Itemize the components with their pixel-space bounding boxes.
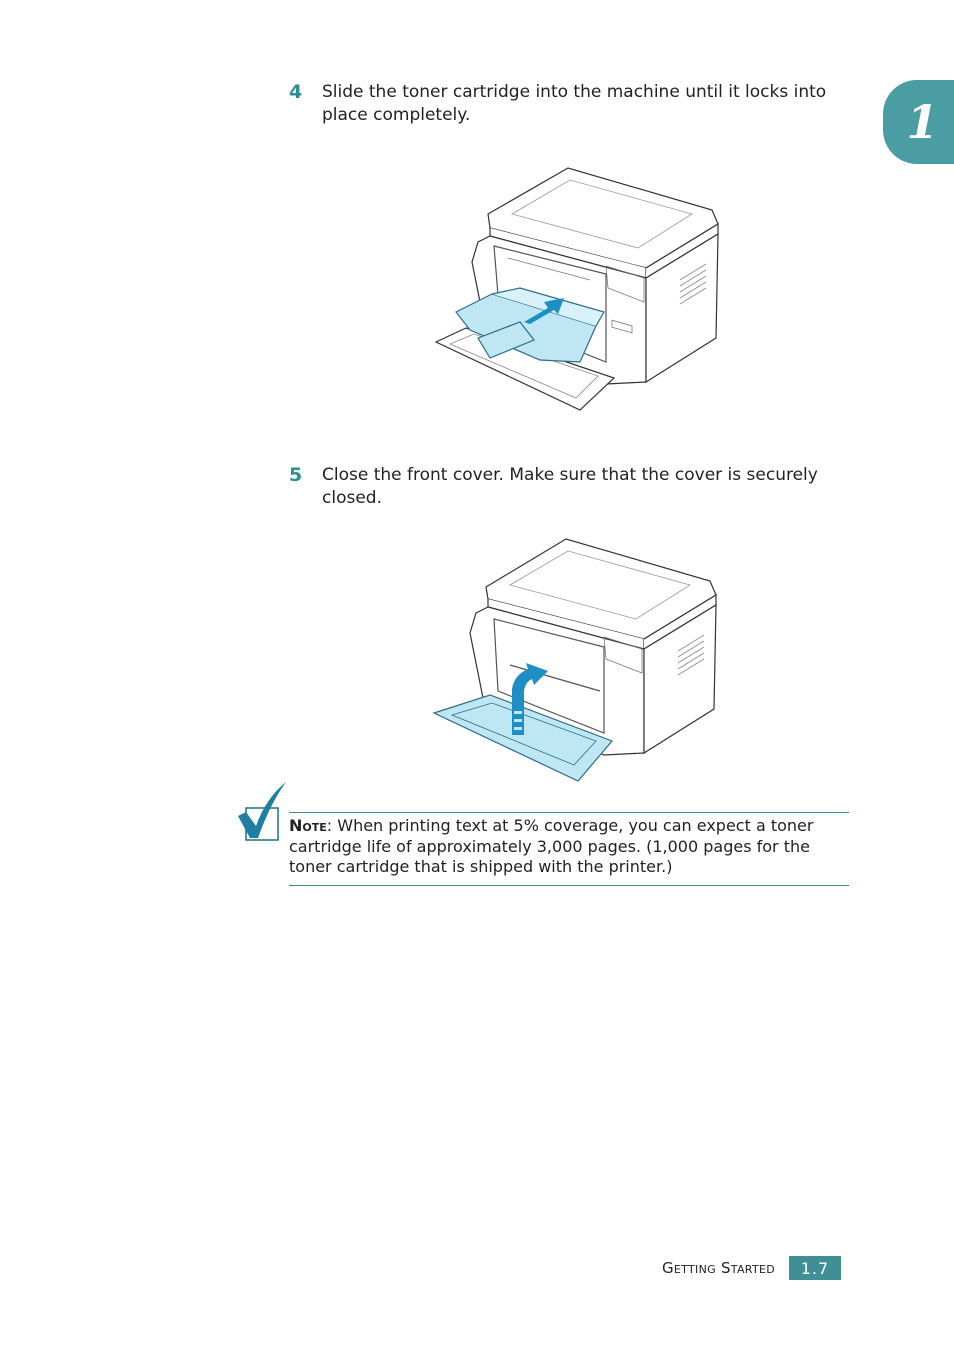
step-number: 4 bbox=[289, 81, 303, 103]
note-text: : When printing text at 5% coverage, you can expect a toner cartridge life of approximately 3,000 pages. (1,000 pages for the toner cartridge that is shipped with the printer.) bbox=[289, 816, 814, 876]
checkmark-note-icon bbox=[236, 780, 288, 842]
step-4 bbox=[289, 81, 854, 127]
footer-section-title: Getting Started bbox=[662, 1259, 775, 1277]
note-box bbox=[289, 812, 849, 886]
page-number-badge: 1.7 bbox=[789, 1256, 841, 1280]
page-footer bbox=[662, 1256, 841, 1280]
step-number: 5 bbox=[289, 464, 303, 486]
step-5 bbox=[289, 464, 854, 510]
chapter-number: 1 bbox=[906, 95, 939, 149]
note-label: Note bbox=[289, 816, 327, 835]
chapter-tab bbox=[883, 80, 954, 164]
printer-close-cover-illustration bbox=[430, 535, 726, 785]
step-text: Slide the toner cartridge into the machine until it locks into place completely. bbox=[322, 82, 827, 125]
printer-insert-cartridge-illustration bbox=[430, 162, 726, 412]
step-text: Close the front cover. Make sure that the cover is securely closed. bbox=[322, 465, 818, 508]
